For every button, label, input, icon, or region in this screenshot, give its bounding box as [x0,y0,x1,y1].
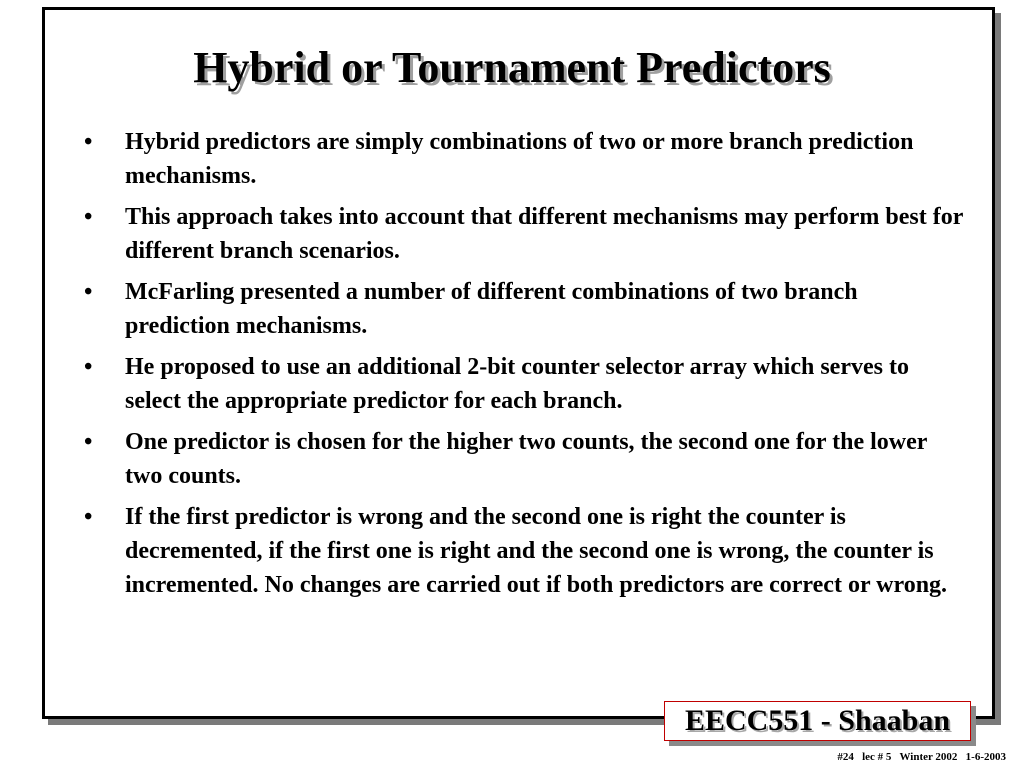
footer-badge [664,701,971,741]
bullet-icon: • [84,279,93,305]
bullet-icon: • [84,429,93,455]
bullet-icon: • [84,204,93,230]
bullet-icon: • [84,504,93,530]
bullet-text: He proposed to use an additional 2-bit counter selector array which serves to select the appropriate predictor for each branch. [125,354,909,414]
bullet-item [84,200,964,268]
bullet-text: If the first predictor is wrong and the second one is right the counter is decremented, if the first one is right and the second one is wrong, the counter is incremented. No changes are carried out if both predictors are correct or wrong. [125,504,948,598]
footer-note: #24 lec # 5 Winter 2002 1-6-2003 [837,751,1006,763]
bullet-text: One predictor is chosen for the higher two counts, the second one for the lower two counts. [125,429,927,489]
bullet-item [84,350,964,418]
bullet-item [84,425,964,493]
slide-title: Hybrid or Tournament Predictors [193,43,831,92]
footer-badge-label: EECC551 - Shaaban [684,704,951,737]
bullet-icon: • [84,129,93,155]
bullet-item [84,125,964,193]
bullet-list [84,125,964,609]
bullet-item [84,275,964,343]
bullet-text: McFarling presented a number of different combinations of two branch prediction mechanisms. [125,279,858,339]
bullet-icon: • [84,354,93,380]
bullet-text: This approach takes into account that different mechanisms may perform best for different branch scenarios. [125,204,963,264]
bullet-text: Hybrid predictors are simply combinations of two or more branch prediction mechanisms. [125,129,914,189]
bullet-item [84,500,964,602]
